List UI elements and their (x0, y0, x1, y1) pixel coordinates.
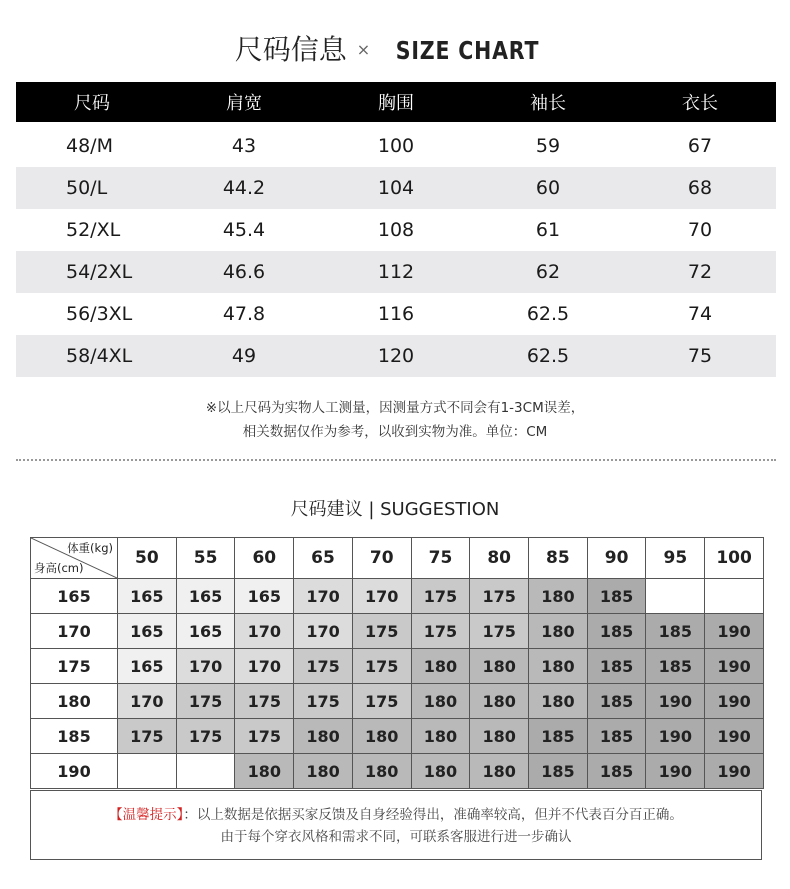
chest-cell: 104 (320, 167, 472, 209)
suggested-size-cell: 170 (235, 614, 294, 649)
tip-label: 【温馨提示】 (109, 807, 184, 823)
weight-header: 70 (352, 538, 411, 579)
height-header: 190 (31, 754, 118, 789)
column-header: 袖长 (472, 82, 624, 122)
shoulder-cell: 49 (168, 335, 320, 377)
suggested-size-cell: 185 (587, 684, 646, 719)
sleeve-cell: 62.5 (526, 303, 570, 325)
size-suggestion-table (30, 537, 764, 789)
column-header: 尺码 (16, 82, 168, 122)
suggested-size-cell: 185 (587, 754, 646, 789)
height-header: 180 (31, 684, 118, 719)
suggested-size-cell: 175 (235, 684, 294, 719)
note-line-1: ※以上尺码为实物人工测量，因测量方式不同会有1-3CM误差， (205, 400, 585, 416)
shoulder-cell: 44.2 (168, 167, 320, 209)
suggested-size-cell: 170 (235, 649, 294, 684)
weight-header: 80 (470, 538, 529, 579)
tip-line-2: 由于每个穿衣风格和需求不同，可联系客服进行进一步确认 (220, 829, 572, 845)
tip-line-1 (31, 804, 761, 826)
note-line-2: 相关数据仅作为参考，以收到实物为准。单位：CM (242, 424, 548, 440)
table-row (16, 293, 776, 335)
suggested-size-cell: 185 (529, 719, 588, 754)
suggested-size-cell: 180 (352, 754, 411, 789)
suggested-size-cell: 190 (646, 719, 705, 754)
suggested-size-cell (176, 754, 235, 789)
table-row (31, 719, 764, 754)
suggested-size-cell: 180 (235, 754, 294, 789)
title-english: SIZE CHART (395, 36, 540, 65)
table-row (31, 754, 764, 789)
shoulder-cell: 46.6 (168, 251, 320, 293)
sleeve-cell: 62 (472, 251, 624, 293)
warm-tip-box (30, 790, 762, 860)
column-header: 胸围 (320, 82, 472, 122)
suggested-size-cell: 180 (470, 719, 529, 754)
size-cell: 48/M (66, 135, 113, 157)
table-row (31, 684, 764, 719)
size-cell: 56/3XL (66, 303, 133, 325)
suggested-size-cell: 175 (470, 614, 529, 649)
suggested-size-cell: 180 (470, 754, 529, 789)
shoulder-cell: 45.4 (222, 219, 266, 241)
suggested-size-cell: 170 (352, 579, 411, 614)
sleeve-cell: 60 (472, 167, 624, 209)
suggested-size-cell: 190 (705, 614, 764, 649)
chest-cell: 112 (320, 251, 472, 293)
suggested-size-cell: 170 (294, 614, 353, 649)
length-cell: 67 (687, 135, 713, 157)
length-cell: 70 (687, 219, 713, 241)
suggested-size-cell: 165 (118, 614, 177, 649)
column-header: 肩宽 (168, 82, 320, 122)
size-cell: 58/4XL (16, 335, 168, 377)
title-chinese: 尺码信息 (234, 33, 347, 66)
suggested-size-cell: 180 (352, 719, 411, 754)
sleeve-cell: 59 (535, 135, 561, 157)
height-header: 175 (31, 649, 118, 684)
suggested-size-cell: 185 (529, 754, 588, 789)
suggested-size-cell: 175 (176, 684, 235, 719)
weight-header: 55 (176, 538, 235, 579)
suggested-size-cell: 190 (705, 684, 764, 719)
sleeve-cell: 62.5 (472, 335, 624, 377)
suggested-size-cell: 180 (411, 684, 470, 719)
suggested-size-cell (118, 754, 177, 789)
table-row (31, 579, 764, 614)
length-cell: 68 (624, 167, 776, 209)
suggested-size-cell: 180 (470, 684, 529, 719)
suggested-size-cell: 175 (118, 719, 177, 754)
page-title (0, 28, 790, 68)
suggested-size-cell: 175 (176, 719, 235, 754)
suggested-size-cell: 180 (294, 754, 353, 789)
suggested-size-cell: 180 (470, 649, 529, 684)
suggested-size-cell: 175 (294, 684, 353, 719)
weight-header: 65 (294, 538, 353, 579)
suggested-size-cell: 175 (352, 684, 411, 719)
suggested-size-cell: 175 (352, 649, 411, 684)
chest-cell: 108 (377, 219, 415, 241)
suggested-size-cell: 185 (587, 719, 646, 754)
weight-header: 95 (646, 538, 705, 579)
size-cell: 52/XL (66, 219, 121, 241)
table-row (16, 209, 776, 251)
sleeve-cell: 61 (535, 219, 561, 241)
suggested-size-cell (705, 579, 764, 614)
suggested-size-cell: 190 (705, 719, 764, 754)
size-cell: 54/2XL (16, 251, 168, 293)
suggested-size-cell: 165 (235, 579, 294, 614)
table-row (16, 125, 776, 167)
suggestion-title: 尺码建议 | SUGGESTION (290, 499, 500, 520)
suggested-size-cell: 180 (411, 754, 470, 789)
suggested-size-cell: 175 (411, 579, 470, 614)
suggested-size-cell: 185 (587, 649, 646, 684)
weight-header: 85 (529, 538, 588, 579)
suggested-size-cell: 190 (646, 754, 705, 789)
suggested-size-cell: 180 (411, 649, 470, 684)
shoulder-cell: 47.8 (222, 303, 266, 325)
title-separator: × (356, 40, 371, 59)
suggested-size-cell: 190 (705, 649, 764, 684)
table-row (16, 251, 776, 293)
weight-header: 90 (587, 538, 646, 579)
suggested-size-cell: 180 (529, 649, 588, 684)
height-header: 185 (31, 719, 118, 754)
length-cell: 72 (624, 251, 776, 293)
weight-header: 50 (118, 538, 177, 579)
suggested-size-cell (646, 579, 705, 614)
height-axis-label: 身高(cm) (34, 561, 84, 575)
table-row (16, 167, 776, 209)
suggested-size-cell: 175 (411, 614, 470, 649)
height-header: 165 (31, 579, 118, 614)
suggested-size-cell: 185 (587, 614, 646, 649)
suggested-size-cell: 185 (587, 579, 646, 614)
size-cell: 50/L (16, 167, 168, 209)
suggested-size-cell: 170 (118, 684, 177, 719)
dotted-divider (16, 459, 776, 461)
suggested-size-cell: 175 (235, 719, 294, 754)
height-header: 170 (31, 614, 118, 649)
suggested-size-cell: 165 (118, 649, 177, 684)
suggested-size-cell: 175 (470, 579, 529, 614)
suggested-size-cell: 165 (176, 614, 235, 649)
suggested-size-cell: 180 (529, 579, 588, 614)
length-cell: 74 (687, 303, 713, 325)
suggested-size-cell: 170 (294, 579, 353, 614)
table-row (31, 649, 764, 684)
suggested-size-cell: 190 (705, 754, 764, 789)
suggested-size-cell: 185 (646, 649, 705, 684)
size-chart-table (16, 82, 776, 377)
suggested-size-cell: 185 (646, 614, 705, 649)
table-row (16, 335, 776, 377)
tip-text: ：以上数据是依据买家反馈及自身经验得出，准确率较高，但并不代表百分百正确。 (183, 807, 683, 823)
suggested-size-cell: 180 (529, 614, 588, 649)
suggested-size-cell: 180 (411, 719, 470, 754)
corner-cell (31, 538, 118, 579)
weight-header: 75 (411, 538, 470, 579)
weight-header: 60 (235, 538, 294, 579)
chest-cell: 100 (377, 135, 415, 157)
suggested-size-cell: 175 (352, 614, 411, 649)
suggested-size-cell: 165 (176, 579, 235, 614)
table-row (31, 614, 764, 649)
suggested-size-cell: 175 (294, 649, 353, 684)
weight-header-row (31, 538, 764, 579)
measurement-note (0, 396, 790, 444)
size-chart-header-row (16, 82, 776, 122)
length-cell: 75 (624, 335, 776, 377)
suggested-size-cell: 190 (646, 684, 705, 719)
weight-axis-label: 体重(kg) (67, 541, 113, 555)
suggested-size-cell: 180 (294, 719, 353, 754)
column-header: 衣长 (624, 82, 776, 122)
chest-cell: 116 (377, 303, 415, 325)
weight-header: 100 (705, 538, 764, 579)
shoulder-cell: 43 (231, 135, 257, 157)
suggested-size-cell: 170 (176, 649, 235, 684)
chest-cell: 120 (320, 335, 472, 377)
suggested-size-cell: 180 (529, 684, 588, 719)
suggested-size-cell: 165 (118, 579, 177, 614)
